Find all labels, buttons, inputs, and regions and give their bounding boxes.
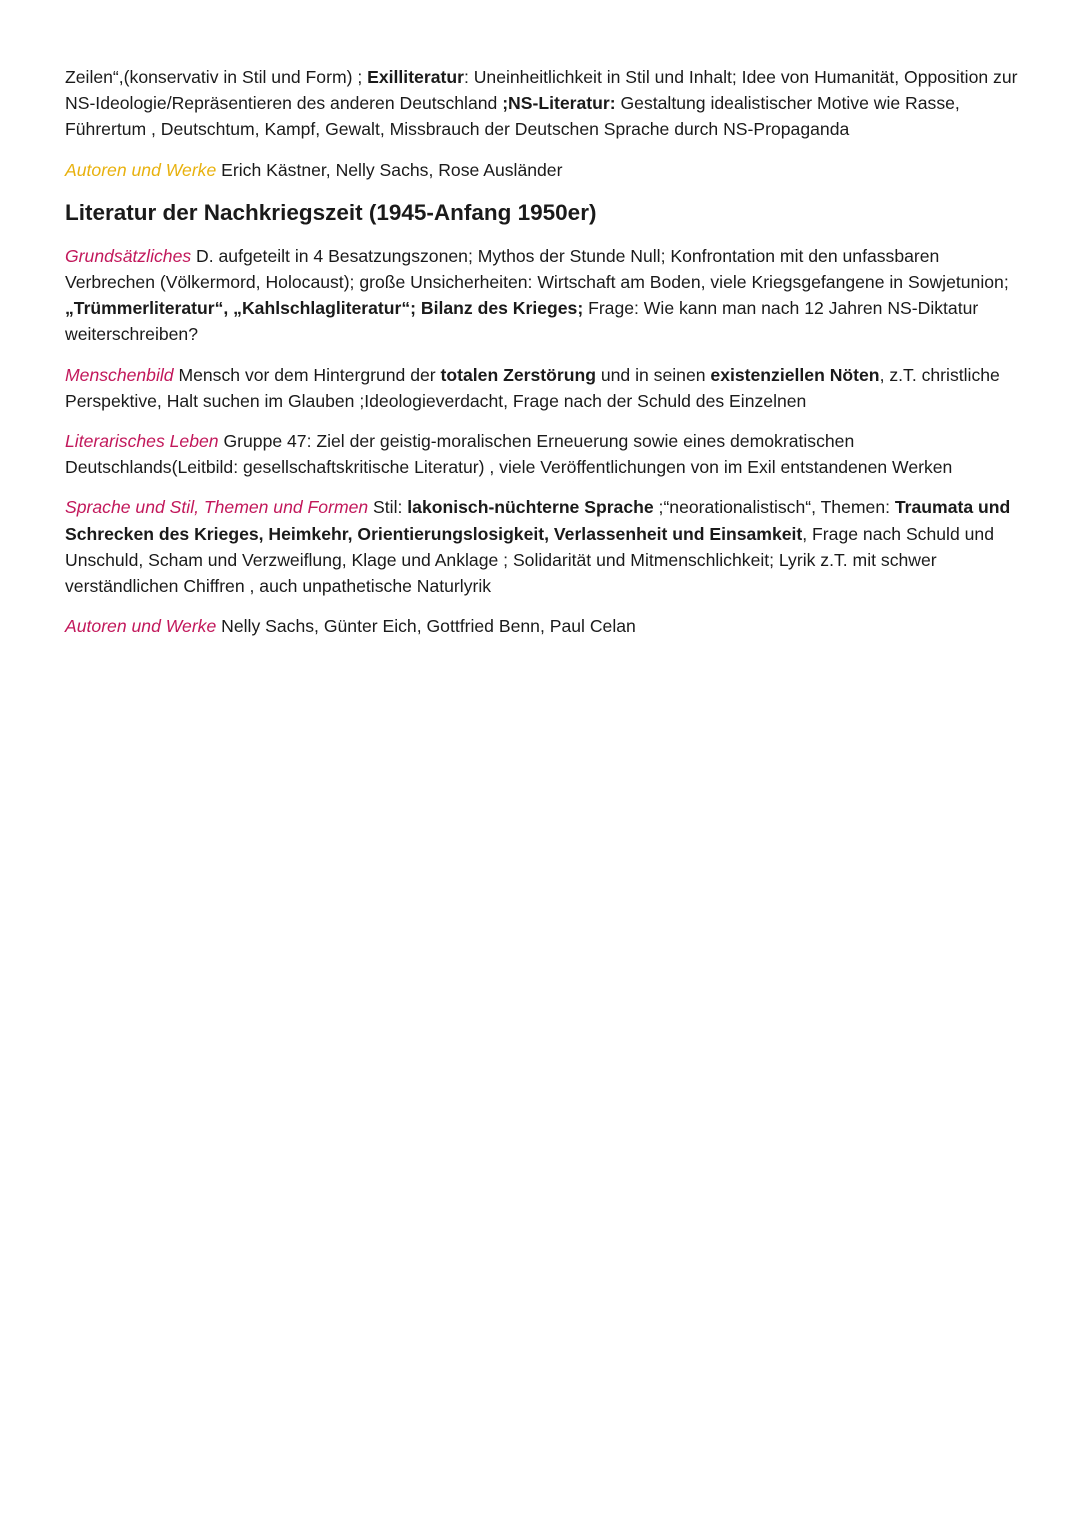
- label-autoren-und-werke: Autoren und Werke: [65, 616, 217, 637]
- text-span: Mensch vor dem Hintergrund der: [173, 364, 441, 385]
- text-span: , Frage nach Schuld und Unschuld, Scham und Verzweiflung, Klage und Anklage ; Solidarität und Mitmenschlichkeit; Lyrik z.T. mit schwer verständlichen Chiffren , auch unpathetische Naturlyrik: [65, 523, 994, 597]
- text-span: Nelly Sachs, Günter Eich, Gottfried Benn, Paul Celan: [216, 616, 636, 637]
- label-menschenbild: Menschenbild: [65, 364, 174, 385]
- paragraph-menschenbild: [65, 362, 1020, 414]
- text-span: Erich Kästner, Nelly Sachs, Rose Ausländer: [216, 159, 563, 180]
- text-span: D. aufgeteilt in 4 Besatzungszonen; Mythos der Stunde Null; Konfrontation mit den unfassbaren Verbrechen (Völkermord, Holocaust); große Unsicherheiten: Wirtschaft am Boden, viele Kriegsgefangene in Sowjetunion;: [65, 245, 1009, 293]
- text-span: Zeilen“,(konservativ in Stil und Form) ;: [65, 67, 368, 87]
- paragraph-sprache-und-stil: [65, 494, 1020, 599]
- paragraph-autoren-2: [65, 613, 1020, 639]
- bold-term-ns-literatur: ;NS-Literatur:: [502, 93, 616, 114]
- text-span: Frage: Wie kann man nach 12 Jahren NS-Diktatur weiterschreiben?: [65, 298, 979, 345]
- text-span: , z.T. christliche Perspektive, Halt suchen im Glauben ;Ideologieverdacht, Frage nach der Schuld des Einzelnen: [65, 364, 1000, 411]
- bold-term-lakonisch: lakonisch-nüchterne Sprache: [407, 497, 654, 518]
- text-span: und in seinen: [595, 364, 711, 385]
- paragraph-literarisches-leben: [65, 428, 1020, 480]
- paragraph-exilliteratur: [65, 64, 1020, 143]
- bold-term-themen: Traumata und Schrecken des Krieges, Heimkehr, Orientierungslosigkeit, Verlassenheit und Einsamkeit: [65, 497, 1011, 544]
- label-sprache-und-stil: Sprache und Stil, Themen und Formen: [65, 497, 369, 518]
- section-heading: Literatur der Nachkriegszeit (1945-Anfang 1950er): [65, 199, 597, 225]
- label-grundsaetzliches: Grundsätzliches: [65, 245, 192, 266]
- text-span: Gestaltung idealistischer Motive wie Rasse, Führertum , Deutschtum, Kampf, Gewalt, Missbrauch der Deutschen Sprache durch NS-Propaganda: [65, 93, 960, 140]
- label-autoren-und-werke: Autoren und Werke: [65, 159, 217, 180]
- bold-term-totale-zerstoerung: totalen Zerstörung: [440, 364, 596, 385]
- bold-term-existenzielle-noeten: existenziellen Nöten: [710, 364, 880, 385]
- text-span: Gruppe 47: Ziel der geistig-moralischen Erneuerung sowie eines demokratischen Deutschlands(Leitbild: gesellschaftskritische Literatur) , viele Veröffentlichungen von im Exil entstandenen Werken: [65, 431, 953, 478]
- paragraph-grundsaetzliches: [65, 243, 1020, 348]
- paragraph-autoren-1: [65, 157, 1020, 183]
- text-span: Stil:: [368, 497, 408, 518]
- text-span: : Uneinheitlichkeit in Stil und Inhalt; Idee von Humanität, Opposition zur NS-Ideologie/Repräsentieren des anderen Deutschland: [65, 67, 1018, 114]
- document-page: [65, 64, 1020, 653]
- bold-term-truemmerliteratur: „Trümmerliteratur“, „Kahlschlagliteratur“; Bilanz des Krieges;: [65, 298, 584, 319]
- label-literarisches-leben: Literarisches Leben: [65, 431, 219, 452]
- bold-term-exilliteratur: Exilliteratur: [367, 67, 464, 87]
- text-span: ;“neorationalistisch“, Themen:: [653, 497, 895, 518]
